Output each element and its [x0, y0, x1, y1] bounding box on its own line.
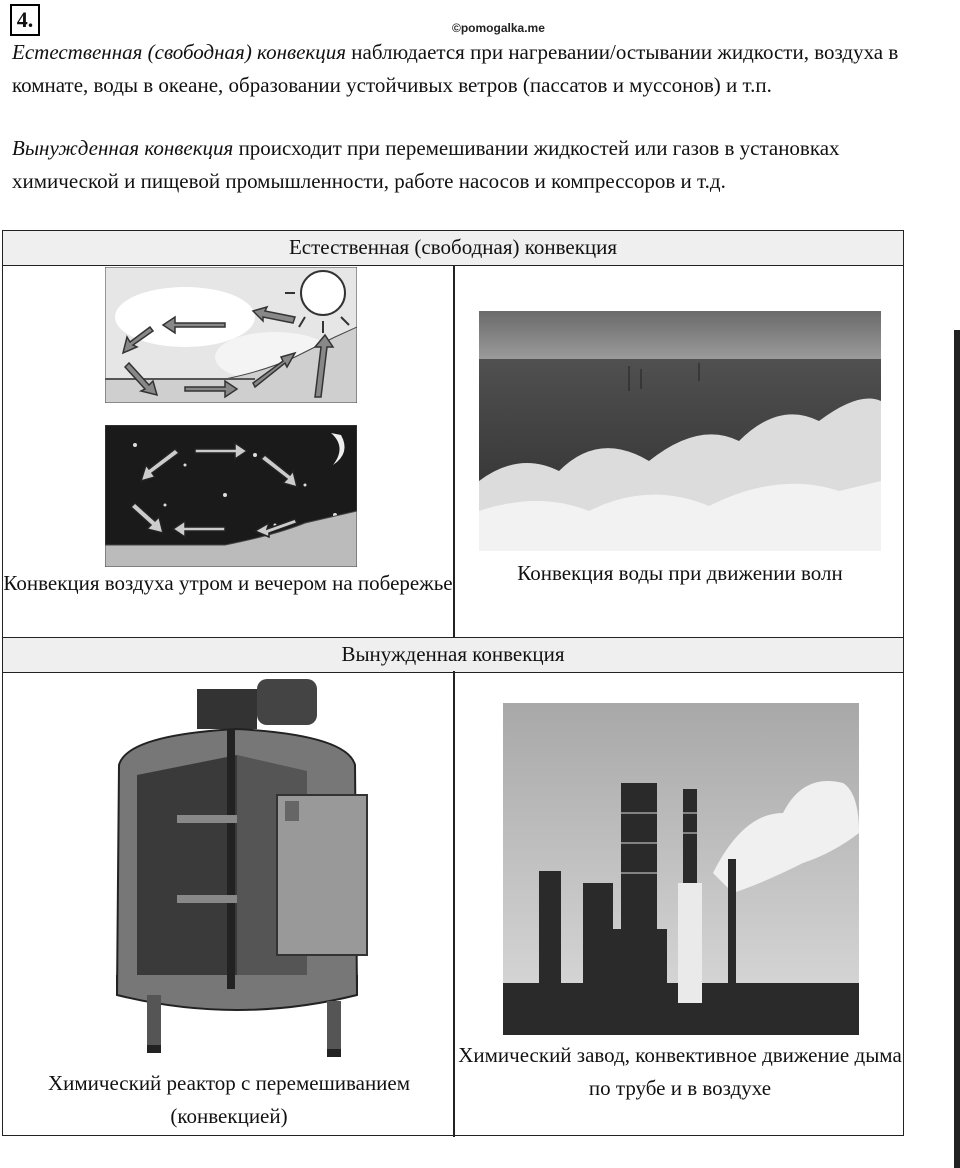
night-breeze-illustration: [105, 425, 357, 567]
paragraph-natural-text: наблюдается при нагревании/остывании жидкости, воздуха в комнате, воды в океане, образовании устойчивых ветров (пассатов и муссонов) и т.п.: [12, 40, 899, 97]
paragraph-forced-text: происходит при перемешивании жидкостей или газов в установках химической и пищевой промышленности, работе насосов и компрессоров и т.д.: [12, 136, 840, 193]
caption-chemical-plant: Химический завод, конвективное движение дыма по трубе и в воздухе: [458, 1043, 902, 1100]
paragraph-natural: [12, 36, 912, 102]
paragraph-forced: [12, 132, 912, 198]
task-number: 4.: [10, 4, 40, 36]
waves-photo: [479, 311, 881, 551]
caption-reactor: Химический реактор с перемешиванием (конвекцией): [47, 1071, 411, 1128]
day-breeze-illustration: [105, 267, 357, 403]
chemical-plant-photo: [503, 703, 859, 1035]
term-forced: Вынужденная конвекция: [12, 136, 234, 160]
chemical-reactor-illustration: [107, 675, 377, 1065]
watermark: ©pomogalka.me: [452, 21, 545, 35]
term-natural: Естественная (свободная) конвекция: [12, 40, 347, 64]
convection-table: [2, 230, 904, 1136]
caption-waves: Конвекция воды при движении волн: [517, 561, 843, 585]
page-edge: [954, 330, 960, 1168]
header-forced-convection: Вынужденная конвекция: [3, 637, 903, 673]
caption-air-convection: Конвекция воздуха утром и вечером на побережье: [3, 571, 453, 595]
header-natural-convection: Естественная (свободная) конвекция: [3, 231, 903, 266]
